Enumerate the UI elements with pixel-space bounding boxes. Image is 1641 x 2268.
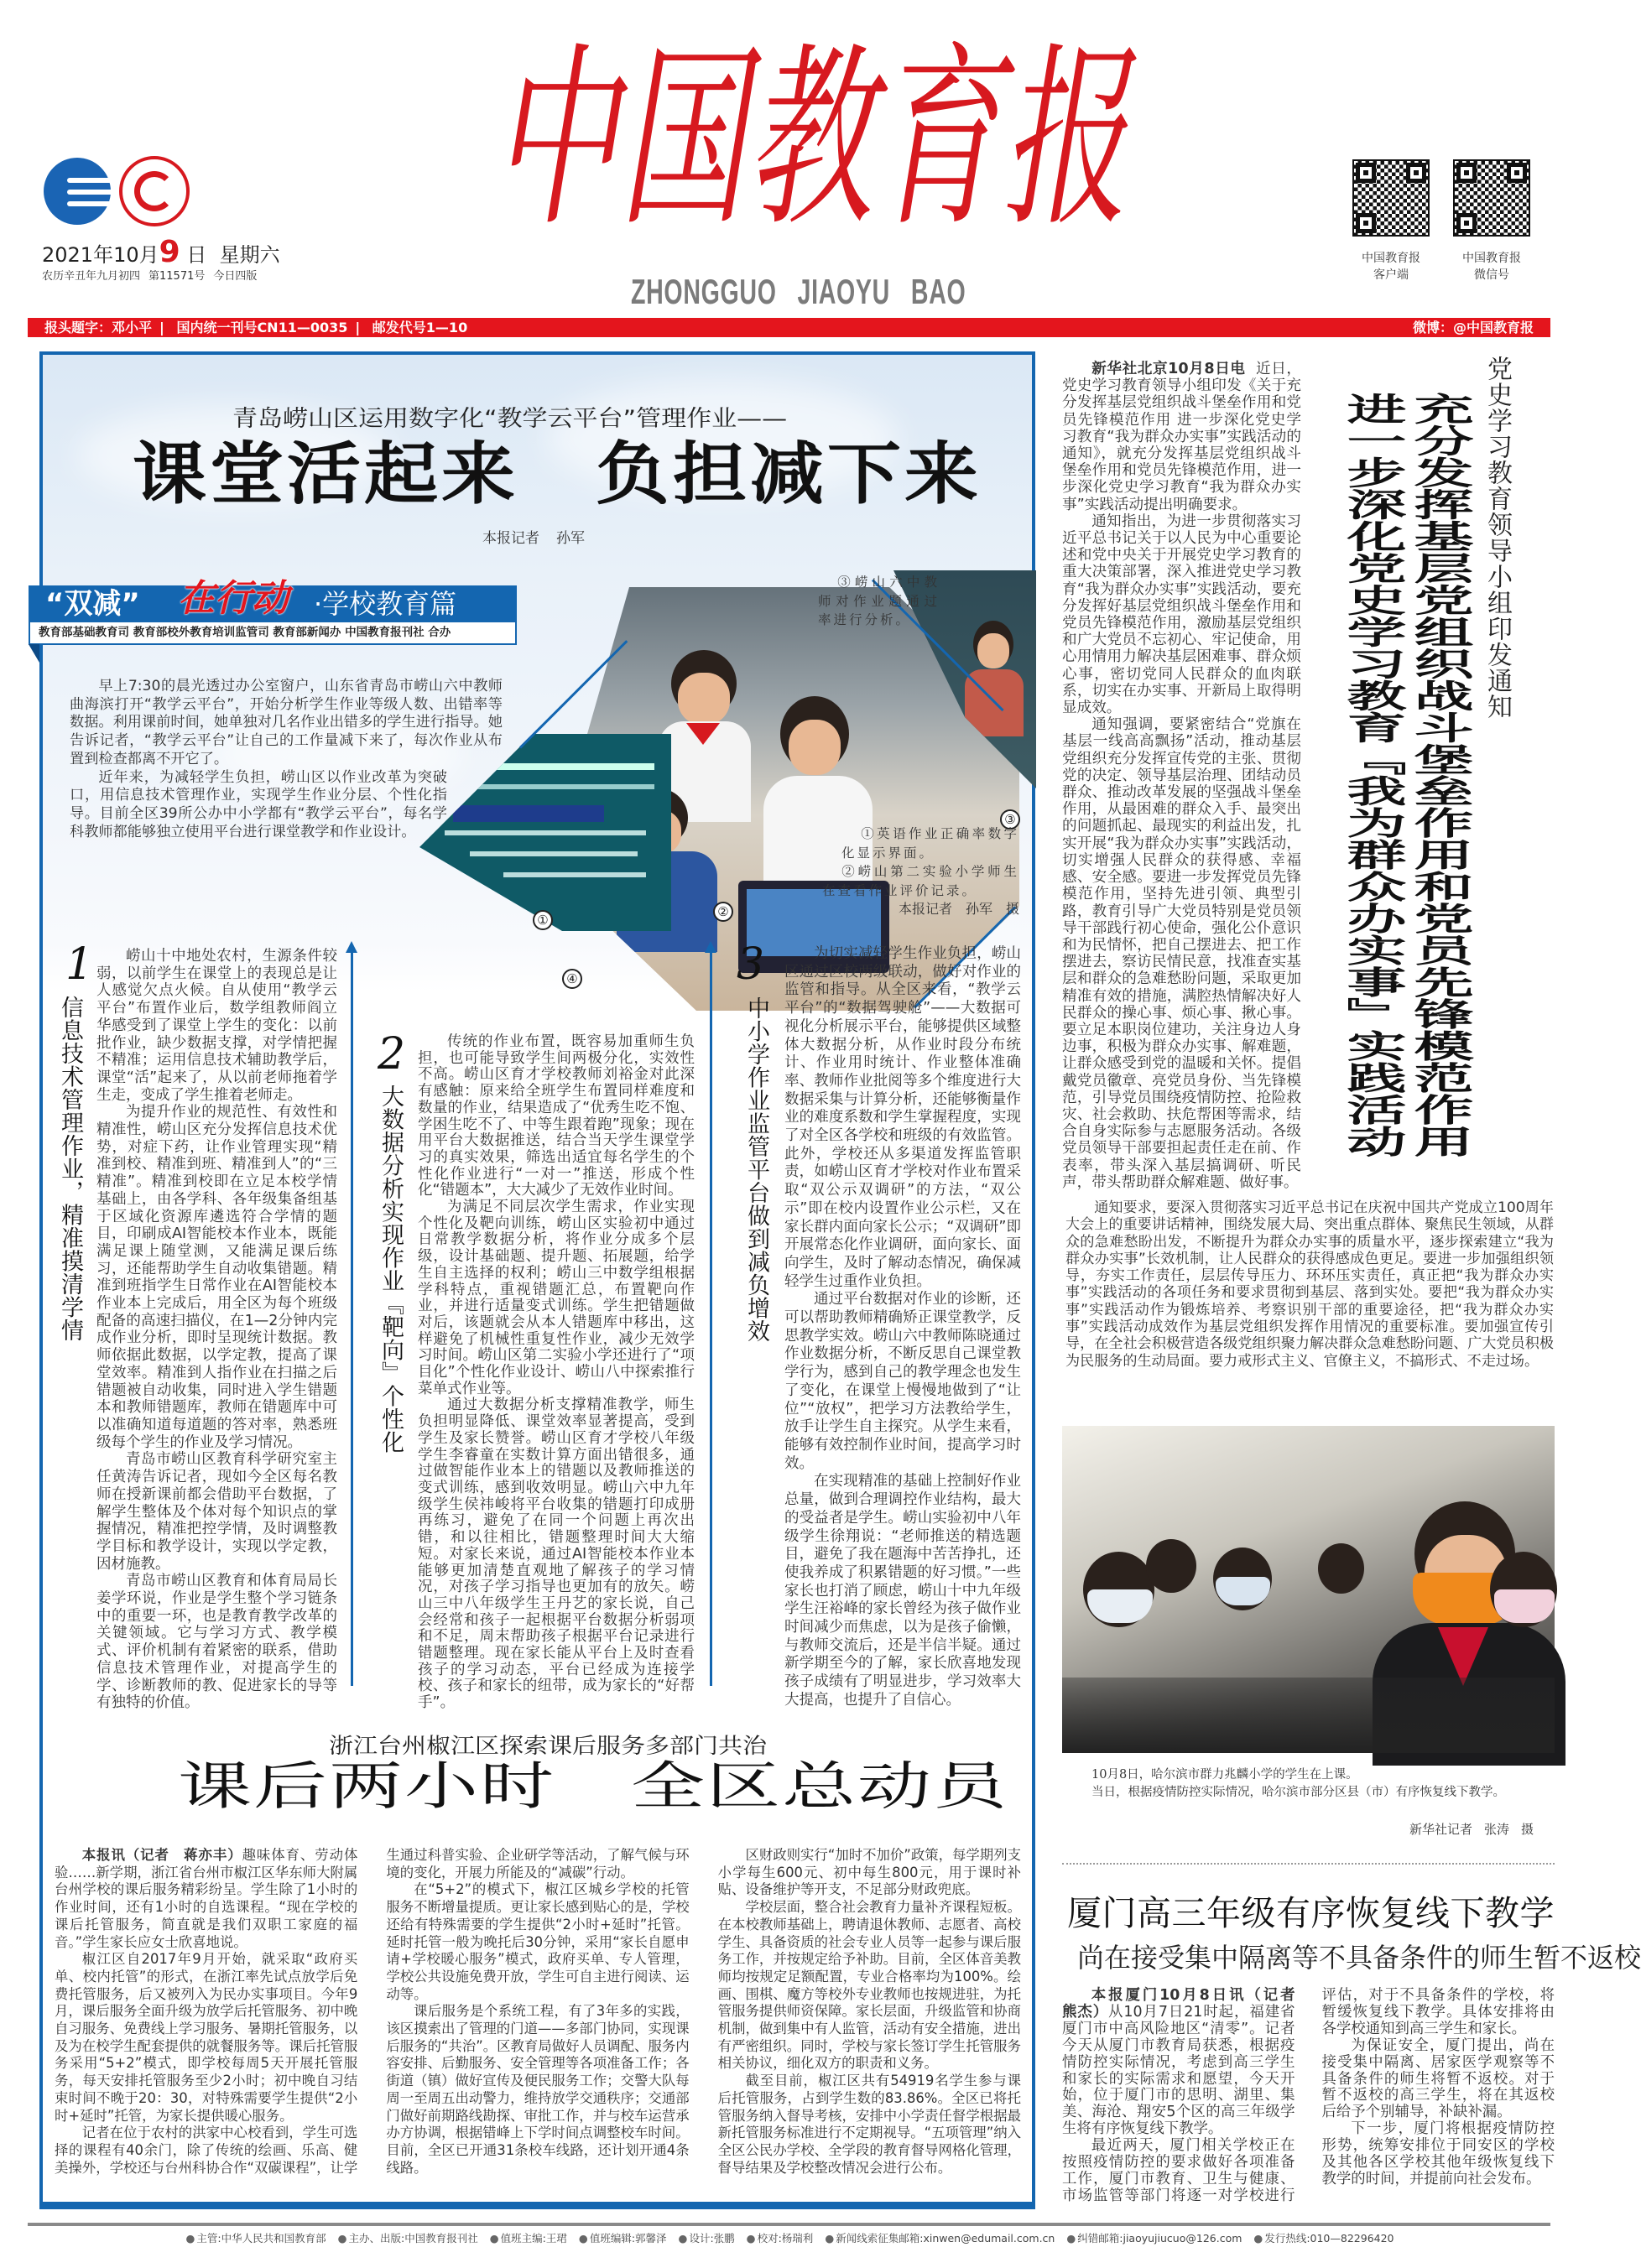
paragraph (1062, 361, 1301, 513)
paragraph: 青岛市崂山区教育科学研究室主任黄涛告诉记者，现如今全区每名教师在授新课前都会借助平台数据，了解学生整体及个体对每个知识点的掌握情况，精准把控学情，及时调整教学目标和教学设计，实现以学定教，因材施教。 (96, 1451, 337, 1573)
date-suffix: 日 (186, 243, 207, 267)
section-number: 2 (378, 1029, 406, 1079)
paragraph: 通过大数据分析支撑精准教学，师生负担明显降低、课堂效率显著提高，受到学生及家长赞誉。崂山区育才学校八年级学生李睿童在实数计算方面出错很多，通过做智能作业本上的错题以及教师推送的变式训练，感到收效明显。崂山六中九年级学生侯祎峻将平台收集的错题打印成册再练习，避免了在同一个问题上再次出错，和以往相比，错题整理时间大大缩短。对家长来说，通过AI智能校本作业本能够更加清楚直观地了解孩子的学习情况，对孩子学习指导也更加有的放矢。崂山三中八年级学生王丹艺的家长说，自己会经常和孩子一起根据平台数据分析弱项和不足，周末帮助孩子根据平台记录进行错题整理。现在家长能从平台上及时查看孩子的学习动态，平台已经成为连接学校、孩子和家长的纽带，成为家长的“好帮手”。 (418, 1397, 695, 1712)
paragraph: 课后服务是个系统工程，有了3年多的实践，该区摸索出了管理的门道——多部门协同，实现课后服务的“共治”。区教育局做好人员调配、服务内容安排、后勤服务、安全管理等各项准备工作；各街道（镇）做好宣传及便民服务工作；交警大队每周一至周五出动警力，维持放学交通秩序；交通部门做好前期路线勘探、审批工作，并与校车运营承办方协调，根据错峰上下学时间点调整校车时间。目前，全区已开通31条校车线路，还计划开通4条线路。 (386, 2003, 690, 2176)
right-article-paragraph: 通知要求，要深入贯彻落实习近平总书记在庆祝中国共产党成立100周年大会上的重要讲话精神，围绕发展大局、突出重点群体、聚焦民生领域，从群众的急难愁盼出发，不断提升为群众办实事的质量水平，逐步探索建立“我为群众办实事”长效机制，让人民群众的获得感成色更足。要进一步加强组织领导，夯实工作责任，层层传导压力、环环压实责任，真正把“我为群众办实事”实践活动的各项任务和要求贯彻到基层、落到实处。要把“我为群众办实事”实践活动作为锻炼培养、考察识别干部的重要途径，把“我为群众办实事”实践活动成效作为基层党组织发挥作用情况的重要标准。要加强宣传引导，在全社会积极营造各级党组织聚力解决群众急难愁盼问题、广大党员积极为民服务的生动局面。要力戒形式主义、官僚主义，不搞形式、不走过场。 (1065, 1199, 1554, 1370)
photo-label: ④ (562, 969, 582, 989)
right-headline-line2[interactable]: 进一步深化党史学习教育『我为群众办实事』实践活动 (1337, 393, 1408, 1157)
qr-label-wechat (1450, 250, 1534, 284)
footer-item: ● 主办、出版:中国教育报刊社 (338, 2232, 478, 2245)
section-number: 1 (65, 939, 94, 990)
paragraph: 学校层面，整合社会教育力量补齐课程短板。在本校教师基础上，聘请退休教师、志愿者、高校学生、具备资质的社会专业人员等一起参与课后服务工作，并按规定给予补助。目前，全区体音美教师均按规定足额配置，专业合格率均为100%。绘画、围棋、魔方等校外专业教师也按规进驻，为托管服务提供师资保障。家长层面，升级监管和协商机制，做到集中有人监管，活动有安全措施，进出有严密组织。同时，学校与家长签订学生托管服务相关协议，细化双方的职责和义务。 (717, 1899, 1021, 2072)
photo-caption-1: ①英语作业正确率数字化显示界面。 (841, 826, 1019, 861)
qr-label-app (1349, 250, 1433, 284)
section-2-body (418, 1034, 695, 1712)
photo-label: ③ (1000, 809, 1020, 830)
footer-credits (0, 2232, 1580, 2245)
calligraphy-credit: 报头题字：邓小平 (44, 320, 153, 336)
right-headline-line1[interactable]: 充分发挥基层党组织战斗堡垒作用和党员先锋模范作用 (1404, 393, 1475, 1157)
credit-org: 新华社记者 (1409, 1822, 1473, 1837)
footer-item: ● 值班主编:王珺 (490, 2232, 567, 2245)
footer-item: ● 设计:张鹏 (679, 2232, 735, 2245)
banner-quote: “双减” (45, 587, 140, 621)
paragraph: 记者在位于农村的洪家中心校看到，学生可选择的课程有40余门，除了传统的绘画、乐高、健美操外，学校还与台州科协合作“双碳课程”，让学生通过科普实验、企业研学等活动，了解气候与环境的变化，开展力所能及的“减碳”行动。 (55, 1847, 690, 2176)
photo-label: ② (713, 902, 733, 922)
footer-email-news[interactable]: ● 新闻线索征集邮箱:xinwen@edumail.com.cn (825, 2232, 1055, 2245)
page-count: 今日四版 (213, 270, 258, 283)
issue-number: 第11571号 (148, 270, 206, 283)
qr-code-wechat[interactable] (1453, 159, 1530, 237)
byline-name: 孙军 (556, 530, 585, 547)
postal-code: 邮发代号1—10 (372, 320, 468, 336)
ministry-logo (44, 158, 111, 225)
newspaper-title-logo: 中国教育报 (492, 27, 1130, 253)
classroom-photo-caption (1067, 1766, 1554, 1802)
paragraph: 在“5+2”的模式下，椒江区城乡学校的托管服务不断增量提质。更让家长感到贴心的是，学校还给有特殊需要的学生提供“2小时+延时”托管。延时托管一般为晚托后30分钟，采用“家长自愿申请+学校暖心服务”模式，政府买单、专人管理，学校公共设施免费开放，学生可自主进行阅读、运动等。 (386, 1881, 690, 2002)
section-3-body (784, 945, 1021, 1710)
paragraph: 截至目前，椒江区共有54919名学生参与课后托管服务，占到学生数的83.86%。全区已将托管服务纳入督导考核，安排中小学责任督学根据最新托管服务标准进行不定期视导。“五项管理”纳入全区公民办学校、全学段的教育督导网格化管理，督导结果及学校整改情况会进行公布。 (717, 2073, 1021, 2176)
intro-paragraph: 近年来，为减轻学生负担，崂山区以作业改革为突破口，用信息技术管理作业，实现学生作业分层、个性化指导。目前全区39所公办中小学都有“教学云平台”，每名学科教师都能够独立使用平台进行课堂教学和作业设计。 (70, 768, 447, 840)
caption-line: 当日，根据疫情防控实际情况，哈尔滨市部分区县（市）有序恢复线下教学。 (1091, 1786, 1505, 1799)
paragraph: 通过平台数据对作业的诊断，还可以帮助教师精确矫正课堂教学，反思教学实效。崂山六中教师陈晓通过作业数据分析，不断反思自己课堂教学行为，感到自己的教学理念也发生了变化，在课堂上慢慢地做到了“让位”“放权”，把学习方法教给学生，放手让学生自主探究。从学生来看，能够有效控制作业时间，提高学习时效。 (784, 1291, 1021, 1472)
issn: 国内统一刊号CN11—0035 (176, 320, 348, 336)
footer-divider (28, 2223, 1550, 2226)
paragraph (1062, 1987, 1310, 2138)
photo-label: ① (533, 910, 553, 930)
paragraph: 通知指出，为进一步贯彻落实习近平总书记关于以人民为中心重要论述和党中央关于开展党史学习教育的重大决策部署，深入推进党史学习教育“我为群众办实事”实践活动，要充分发挥好基层党组织战斗堡垒作用和党员先锋模范作用，激励基层党组织和广大党员不忘初心、牢记使命，用心用情用力解决基层困难事、群众烦心事，密切党同人民群众的血肉联系，切实在办实事、开新局上取得明显成效。 (1062, 512, 1301, 717)
column-divider-arrow (710, 951, 712, 1686)
right-subtitle: 党史学习教育领导小组印发通知 (1482, 356, 1512, 720)
banner-series: ·学校教育篇 (314, 588, 457, 620)
paragraph: 传统的作业布置，既容易加重师生负担，也可能导致学生间两极分化，实效性不高。崂山区育才学校教师刘裕金对此深有感触：原来给全班学生布置同样难度和数量的作业，结果造成了“优秀生吃不饱、学困生吃不了、中等生跟着跑”现象；现在用平台大数据推送，结合当天学生课堂学习的真实效果，筛选出适宜每名学生的个性化作业进行“一对一”推送，形成个性化“错题本”，大大减少了无效作业时间。 (418, 1033, 695, 1199)
banner-slogan: 在行动 (178, 577, 289, 620)
intro-paragraph: 早上7:30的晨光透过办公室窗户，山东省青岛市崂山六中教师曲海滨打开“教学云平台”，开始分析学生作业等级人数、出错率等数据。利用课前时间，她单独对几名作业出错多的学生进行指导。她告诉记者，“教学云平台”让自己的工作量减下来了，每次作业从布置到检查都离不开它了。 (70, 678, 503, 767)
lead-byline (482, 530, 585, 547)
dateline: 本报厦门10月8日讯（记者 熊杰） (1062, 1987, 1310, 2021)
publication-info-bar: 报头题字：邓小平 | 国内统一刊号CN11—0035 | 邮发代号1—10 微博：@中国教育报 (28, 318, 1550, 337)
footer-item: ● 值班编辑:郭馨泽 (579, 2232, 667, 2245)
banner-sponsors: 教育部基础教育司 教育部校外教育培训监管司 教育部新闻办 中国教育报刊社 合办 (29, 622, 517, 645)
paragraph: 为满足不同层次学生需求，作业实现个性化及靶向训练，崂山区实验初中通过日常教学数据分析，将作业分成多个层级，设计基础题、提升题、拓展题，给学生自主选择的权利；崂山三中数学组根据学科特点，重视错题汇总，布置靶向作业，并进行适量变式训练。学生把错题做对后，该题就会从本人错题库中移出，这样避免了机械性重复性作业，减少无效学习时间。崂山区第二实验小学还进行了“项目化”个性化作业设计、崂山八中探索推行菜单式作业等。 (418, 1199, 695, 1397)
issue-date (42, 237, 280, 270)
qr-code-app[interactable] (1352, 159, 1430, 237)
section-1-body (96, 948, 337, 1712)
paragraph-text: 从10月7日21时起，福建省厦门市中高风险地区“清零”。记者今天从厦门市教育局获悉，根据疫情防控实际情况，考虑到高三学生和家长的实际需求和愿望，今天开始，位于厦门市的思明、湖里、集美、海沧、翔安5个区的高三年级学生将有序恢复线下教学。 (1062, 2003, 1295, 2138)
banner-fold (29, 644, 39, 663)
paragraph: 最近两天，厦门相关学校正在按照疫情防控的要求做好各项准备工作，厦门市教育、卫生与健康、市场监管等部门将逐一对学校进行评估，对于不具备条件的学校，将暂缓恢复线下教学。具体安排将由各学校通知到高三学生和家长。 (1062, 1987, 1555, 2204)
section-heading: 大数据分析实现作业『靶向』个性化 (378, 1085, 404, 1454)
footer-hotline: ● 发行热线:010—82296420 (1253, 2232, 1394, 2245)
classroom-photo-credit (1409, 1822, 1534, 1837)
classroom-photo (1062, 1426, 1555, 1753)
issue-info (42, 270, 265, 284)
photo-credit: 本报记者 孙军 摄 (898, 901, 1019, 917)
byline-role: 本报记者 (482, 530, 539, 547)
paragraph: 椒江区自2017年9月开始，就采取“政府买单、校内托管”的形式，在浙江率先试点放学后免费托管服务，后又被列入为民办实事项目。今年9月，课后服务全面升级为放学后托管服务、初中晚自习服务、免费线上学习服务、暑期托管服务，以及为在校学生配套提供的就餐服务等。课后托管服务采用“5+2”模式，即学校每周5天开展托管服务，每天安排托管服务至少2小时；初中晚自习结束时间不晚于20：30，对特殊需要学生提供“2小时+延时”托管，为家长提供暖心服务。 (55, 1951, 358, 2124)
paragraph: 崂山十中地处农村，生源条件较弱，以前学生在课堂上的表现总是让人感觉欠点火候。自从使用“教学云平台”布置作业后，数学组教师阎立华感受到了课堂上学生的变化：以前批作业，缺少数据支撑，对学情把握不精准；运用信息技术辅助教学后，课堂“活”起来了，从以前老师拖着学生走，变成了学生推着老师走。 (96, 948, 337, 1104)
section-heading: 信息技术管理作业，精准摸清学情 (57, 996, 83, 1342)
paragraph: 为切实减轻学生作业负担，崂山区通过区校两级联动，做好对作业的监管和指导。从全区来看，“教学云平台”的“数据驾驶舱”——大数据可视化分析展示平台，能够提供区域整体大数据分析，从作业时段分布统计、作业用时统计、作业整体准确率、教师作业批阅等多个维度进行大数据采集与计算分析，还能够衡量作业的难度系数和学生掌握程度，实现了对全区各学校和班级的有效监管。此外，学校还从多渠道发挥监管职责，如崂山区育才学校对作业布置采取“双公示双调研”的方法，“双公示”即在校内设置作业公示栏，又在家长群内面向家长公示；“双调研”即开展常态化作业调研，面向家长、面向学生，及时了解动态情况，确保减轻学生过重作业负担。 (784, 945, 1021, 1290)
weekday: 星期六 (219, 243, 280, 267)
photo-caption-3: ③崂山六中教师对作业题通过率进行分析。 (818, 575, 940, 627)
photo-caption-2: ②崂山第二实验小学师生在查看作业评价记录。 (822, 864, 1019, 898)
column-divider-arrow (351, 951, 353, 1686)
newspaper-title-pinyin: ZHONGGUO JIAOYU BAO (631, 272, 966, 311)
xiamen-article-body (1062, 1988, 1555, 2208)
lead-headline[interactable]: 课堂活起来 负担减下来 (133, 433, 982, 514)
footer-item: ● 主管:中华人民共和国教育部 (185, 2232, 326, 2245)
dateline: 本报讯（记者 蒋亦丰） (81, 1847, 242, 1863)
lead-kicker: 青岛崂山区运用数字化“教学云平台”管理作业—— (232, 405, 788, 433)
photo-captions (822, 824, 1019, 918)
paragraph: 为提升作业的规范性、有效性和精准性，崂山区充分发挥信息技术优势，对症下药，让作业管理实现“精准到校、精准到班、精准到人”的“三精准”。精准到校即在立足本校学情基础上，由各学科、各年级集备组基于区域化资源库遴选符合学情的题目，印刷成AI智能校本作业本，既能满足课上随堂测，又能满足课后练习，还能帮助学生自动收集错题。精准到班指学生日常作业在AI智能校本作业本上完成后，用全区为每个班级配备的高速扫描仪，在1—2分钟内完成作业分析，即时呈现统计数据。教师依据此数据，以学定教，提高了课堂效率。精准到人指作业在扫描之后错题被自动收集，同时进入学生错题本和教师错题库，教师在错题库中可以准确知道每道题的答对率，熟悉班级每个学生的作业及学习情况。 (96, 1104, 337, 1451)
section-number: 3 (737, 939, 765, 990)
paragraph: 下一步，厦门将根据疫情防控形势，统筹安排位于同安区的学校及其他各区学校其他年级恢复线下教学的时间，并提前向社会发布。 (1321, 2120, 1555, 2187)
paragraph-text: 近日，党史学习教育领导小组印发《关于充分发挥基层党组织战斗堡垒作用和党员先锋模范作用 进一步深化党史学习教育“我为群众办实事”实践活动的通知》，就充分发挥基层党组织战斗堡垒作用和党员先锋模范作用，进一步深化党史学习教育“我为群众办实事”实践活动提出明确要求。 (1062, 361, 1301, 513)
paragraph: 为保证安全，厦门提出，尚在接受集中隔离、居家医学观察等不具备条件的师生将暂不返校。对于暂不返校的高三学生，将在其返校后给予个别辅导，补缺补漏。 (1321, 2037, 1555, 2121)
paragraph: 区财政则实行“加时不加价”政策，每学期列支小学每生600元、初中每生800元，用于课时补贴、设备维护等开支，不足部分财政兜底。 (717, 1847, 1021, 1898)
xiamen-subtitle: 尚在接受集中隔离等不具备条件的师生暂不返校 (1077, 1942, 1641, 1974)
qr-label-line: 中国教育报 (1362, 252, 1420, 265)
credit-name: 张涛 (1484, 1822, 1510, 1837)
dateline: 新华社北京10月8日电 (1091, 361, 1246, 377)
credit-suffix: 摄 (1521, 1822, 1534, 1837)
paragraph: 青岛市崂山区教育和体育局局长姜学环说，作业是学生整个学习链条中的重要一环，也是教育教学改革的关键领域。它与学习方式、教学模式、评价机制有着紧密的联系，借助信息技术管理作业，对提高学生的学、诊断教师的教、促进家长的导等有独特的价值。 (96, 1573, 337, 1712)
qr-label-line: 微信号 (1474, 268, 1509, 282)
date-month: 2021年10月 (42, 243, 159, 267)
paragraph: 通知强调，要紧密结合“党旗在基层一线高高飘扬”活动，推动基层党组织充分发挥宣传党的主张、贯彻党的决定、领导基层治理、团结动员群众、推动改革发展的坚强战斗堡垒作用，从最困难的群众入手、最突出的问题抓起、最现实的利益出发，扎实开展“我为群众办实事”实践活动，切实增强人民群众的获得感、幸福感、安全感。要进一步发挥党员先锋模范作用，坚持先进引领、典型引路，教育引导广大党员特别是党员领导干部践行初心使命，强化公仆意识和为民情怀，把自己摆进去、把工作摆进去，察访民情民意，找准查实基层和群众的急难愁盼问题，采取更加精准有效的措施，满腔热情解决好人民群众的操心事、烦心事、揪心事。要立足本职岗位建功，关注身边人身边事，积极为群众办实事、解难题，让群众感受到党的温暖和关怀。提倡戴党员徽章、亮党员身份、当先锋模范，引导党员围绕疫情防控、抢险救灾、社会救助、扶危帮困等需求，结合自身实际参与志愿服务活动。各级党员领导干部要担起责任走在前、作表率，带头深入基层搞调研、听民声，带头帮助群众解难题、做好事。 (1062, 716, 1301, 1191)
paragraph (55, 1847, 357, 1951)
qr-label-line: 客户端 (1373, 268, 1409, 282)
paragraph: 在实现精准的基础上控制好作业总量，做到合理调控作业结构，最大的受益者是学生。崂山实验初中八年级学生徐翔说：“老师推送的精选题目，避免了我在题海中苦苦挣扎，还使我养成了积累错题的好习惯。”一些家长也打消了顾虑，崂山十中九年级学生汪裕峰的家长曾经为孩子做作业时间减少而焦虑，以为是孩子偷懒，与教师交流后，还是半信半疑。通过新学期至今的了解，家长欣喜地发现孩子成绩有了明显进步，学习效率大大提高，也提升了自信心。 (784, 1473, 1021, 1709)
paragraph-text: 趣味体育、劳动体验……新学期，浙江省台州市椒江区华东师大附属台州学校的课后服务精彩纷呈。学生除了1小时的作业时间，还有1小时的自选课程。“现在学校的课后托管服务，简直就是我们双职工家庭的福音。”学生家长应女士欣喜地说。 (55, 1847, 358, 1950)
footer-email-corrections[interactable]: ● 纠错邮箱:jiaoyujiucuo@126.com (1066, 2232, 1242, 2245)
qr-label-line: 中国教育报 (1462, 252, 1521, 265)
second-kicker: 浙江台州椒江区探索课后服务多部门共治 (329, 1733, 768, 1758)
second-article-body (55, 1847, 1021, 2201)
right-article-body (1062, 361, 1301, 1191)
xiamen-headline[interactable]: 厦门高三年级有序恢复线下教学 (1067, 1893, 1555, 1933)
footer-item: ● 校对:杨瑞利 (747, 2232, 814, 2245)
anniversary-logo (119, 156, 190, 226)
second-headline[interactable]: 课后两小时 全区总动员 (178, 1756, 1009, 1817)
weibo-handle[interactable]: 微博：@中国教育报 (1412, 320, 1534, 336)
lunar-date: 农历辛丑年九月初四 (42, 270, 141, 283)
section-heading: 中小学作业监管平台做到减负增效 (743, 996, 769, 1343)
date-day: 9 (159, 235, 180, 269)
caption-line: 10月8日，哈尔滨市群力兆麟小学的学生在上课。 (1091, 1768, 1358, 1782)
dotted-divider (1062, 1863, 1555, 1865)
